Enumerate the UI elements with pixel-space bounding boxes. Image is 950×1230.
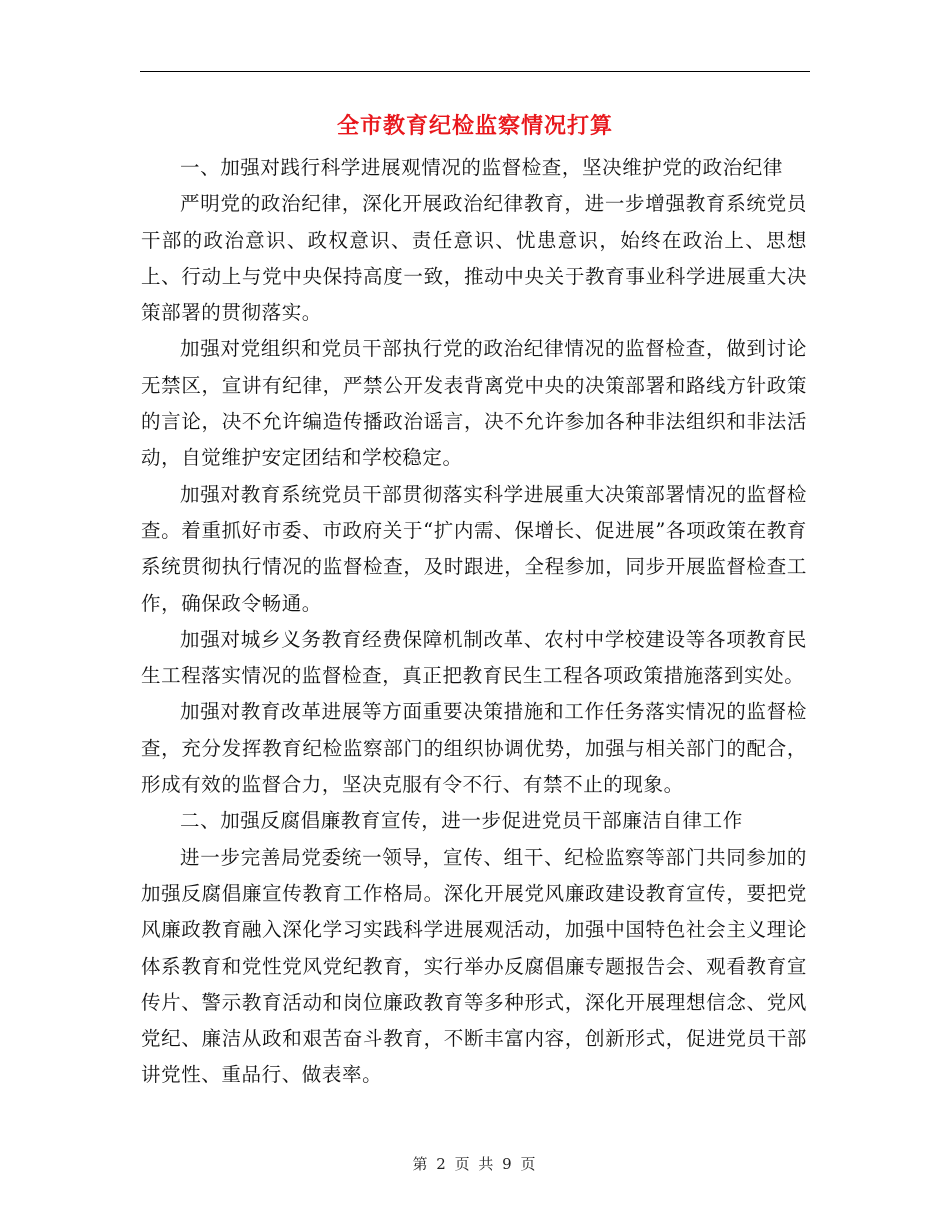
header-rule: [140, 71, 810, 72]
body-paragraph: 加强对党组织和党员干部执行党的政治纪律情况的监督检查，做到讨论无禁区，宣讲有纪律，严禁公开发表背离党中央的决策部署和路线方针政策的言论，决不允许编造传播政治谣言，决不允许参加各种非法组织和非法活动，自觉维护安定团结和学校稳定。: [141, 337, 807, 470]
body-paragraph: 加强对城乡义务教育经费保障机制改革、农村中学校建设等各项教育民生工程落实情况的监督检查，真正把教育民生工程各项政策措施落到实处。: [141, 627, 807, 688]
body-paragraph: 严明党的政治纪律，深化开展政治纪律教育，进一步增强教育系统党员干部的政治意识、政权意识、责任意识、忧患意识，始终在政治上、思想上、行动上与党中央保持高度一致，推动中央关于教育事业科学进展重大决策部署的贯彻落实。: [141, 192, 807, 325]
document-title: 全市教育纪检监察情况打算: [336, 113, 613, 139]
body-paragraph: 加强对教育系统党员干部贯彻落实科学进展重大决策部署情况的监督检查。着重抓好市委、市政府关于“扩内需、保增长、促进展”各项政策在教育系统贯彻执行情况的监督检查，及时跟进，全程参加，同步开展监督检查工作，确保政令畅通。: [141, 482, 807, 615]
section-heading-2: 二、加强反腐倡廉教育宣传，进一步促进党员干部廉洁自律工作: [180, 809, 743, 833]
body-paragraph: 进一步完善局党委统一领导，宣传、组干、纪检监察等部门共同参加的加强反腐倡廉宣传教育工作格局。深化开展党风廉政建设教育宣传，要把党风廉政教育融入深化学习实践科学进展观活动，加强中国特色社会主义理论体系教育和党性党风党纪教育，实行举办反腐倡廉专题报告会、观看教育宣传片、警示教育活动和岗位廉政教育等多种形式，深化开展理想信念、党风党纪、廉洁从政和艰苦奋斗教育，不断丰富内容，创新形式，促进党员干部讲党性、重品行、做表率。: [141, 845, 807, 1087]
document-body: [141, 150, 807, 1094]
body-paragraph: 加强对教育改革进展等方面重要决策措施和工作任务落实情况的监督检查，充分发挥教育纪检监察部门的组织协调优势，加强与相关部门的配合，形成有效的监督合力，坚决克服有令不行、有禁不止的现象。: [141, 700, 807, 797]
section-heading-1: 一、加强对践行科学进展观情况的监督检查，坚决维护党的政治纪律: [180, 156, 784, 179]
page-number-footer: 第 2 页 共 9 页: [412, 1155, 538, 1173]
